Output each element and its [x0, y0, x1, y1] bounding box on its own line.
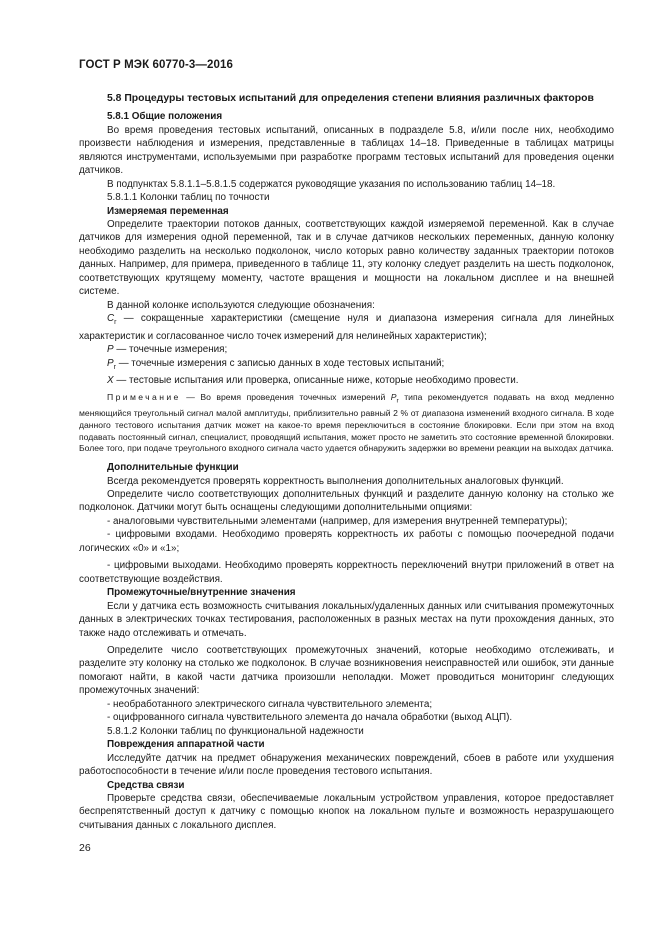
symbol-sub: r [396, 398, 399, 406]
note-text: типа рекомендуется подавать на вход медленно меняющийся треугольный сигнал малой амплитуды, приблизительно равный 2 % от диапазона изменений входного сигнала. В ходе данного тестового испытания датчик может на какое-то время переключиться в состояние блокировки. Если при этом на вход подавать постоянный сигнал, специалист, проводящий испытания, может просто не заметить это состояние временной блокировки. Более того, при подаче треугольного входного сигнала часто удается обнаружить задержки во времени реакции на выходах датчика. [79, 392, 615, 454]
subheading-hardware-damage: Повреждения аппаратной части [107, 739, 265, 751]
paragraph: Определите число соответствующих дополнительных функций и разделите данную колонку на столько же подколонок. Датчики могут быть оснащены следующими дополнительными опциями: [79, 489, 614, 514]
clause-heading-accuracy: 5.8.1.1 Колонки таблиц по точности [107, 192, 270, 204]
subheading-communications: Средства связи [107, 779, 185, 791]
section-title: 5.8 Процедуры тестовых испытаний для определения степени влияния различных факторов [107, 93, 594, 104]
symbol-sub: r [114, 319, 117, 327]
definition-text: — точечные измерения с записью данных в ходе тестовых испытаний; [118, 357, 445, 369]
list-item: - цифровыми выходами. Необходимо проверять корректность переключений внутри приложений в ответ на соответствующие воздействия. [79, 560, 614, 585]
symbol-c: C [107, 313, 115, 325]
subheading-intermediate-values: Промежуточные/внутренние значения [107, 587, 296, 599]
paragraph: Проверьте средства связи, обеспечиваемые локальным устройством управления, которое предоставляет беспрепятственный доступ к датчику с помощью кнопок на локальном пульте и возможность неразрушающего считывания данных с локального дисплея. [79, 792, 614, 831]
list-item: - аналоговыми чувствительными элементами (например, для измерения внутренней температуры); [107, 515, 568, 527]
definition-text: — сокращенные характеристики (смещение нуля и диапазона измерения сигнала для линейных характеристик и согласованное число точек измерений для нелинейных характеристик); [79, 313, 614, 342]
list-item: - необработанного электрического сигнала чувствительного элемента; [107, 698, 433, 710]
note [79, 392, 614, 455]
note-label: Примечание [107, 392, 181, 403]
symbol-p: P [107, 357, 114, 369]
clause-heading-reliability: 5.8.1.2 Колонки таблиц по функциональной надежности [107, 725, 364, 737]
paragraph: Исследуйте датчик на предмет обнаружения механических повреждений, сбоев в работе или ухудшения работоспособности в течение и/или после проведения тестового испытания. [79, 752, 614, 778]
definition-p [79, 343, 614, 356]
definition-text: — точечные измерения; [116, 344, 228, 356]
symbol-sub: r [113, 363, 116, 371]
list-item: - оцифрованного сигнала чувствительного элемента до начала обработки (выход АЦП). [107, 712, 513, 724]
definition-text: — тестовые испытания или проверка, описанные ниже, которые необходимо провести. [116, 374, 519, 386]
list-item: - цифровыми входами. Необходимо проверять корректность их работы с помощью поочередной подачи логических «0» и «1»; [79, 529, 614, 554]
paragraph: Определите число соответствующих промежуточных значений, которые необходимо отслеживать, и разделите эту колонку на столько же подколонок. В случае возникновения неисправностей или ошибок, эти данные помогают найти, в какой части датчика произошли неполадки. Может проводиться мониторинг следующих промежуточных значений: [79, 645, 614, 697]
paragraph: В подпунктах 5.8.1.1–5.8.1.5 содержатся руководящие указания по использованию таблиц 14–18. [107, 178, 556, 190]
definition-cr [79, 312, 614, 343]
subheading-measured-variable: Измеряемая переменная [107, 205, 229, 217]
note-text: — Во время проведения точечных измерений [186, 392, 386, 403]
symbol-p: P [107, 344, 114, 356]
symbol-p: P [390, 392, 397, 403]
page-content [79, 92, 614, 832]
subsection-heading-general: 5.8.1 Общие положения [107, 111, 223, 123]
page-number: 26 [79, 842, 91, 854]
paragraph: Всегда рекомендуется проверять корректность выполнения дополнительных аналоговых функций. [107, 475, 564, 487]
subheading-additional-functions: Дополнительные функции [107, 462, 239, 474]
definition-x [79, 374, 614, 387]
paragraph: Во время проведения тестовых испытаний, описанных в подразделе 5.8, и/или после них, необходимо произвести наблюдения и измерения, представленные в таблицах 14–18. Приведенные в таблицах матрицы являются инструментами, используемыми при разработке программ тестовых испытаний для проведения оценки датчиков. [79, 124, 614, 177]
definition-pr [79, 357, 614, 374]
paragraph: В данной колонке используются следующие обозначения: [107, 299, 375, 311]
paragraph: Если у датчика есть возможность считывания локальных/удаленных данных или считывания промежуточных данных в электрических точках тестирования, расположенных в разных местах на пути прохождения данных, это также надо отслеживать и отмечать. [79, 600, 614, 639]
page-header: ГОСТ Р МЭК 60770-3—2016 [79, 59, 233, 71]
symbol-x: X [107, 374, 114, 386]
paragraph: Определите траектории потоков данных, соответствующих каждой измеряемой переменной. Как в случае датчиков для измерения одной переменной, так и в случае датчиков нескольких переменных, данную колонку необходимо разделить на несколько подколонок, число которых равно количеству заданных траектории потоков данных. Например, для примера, приведенного в таблице 11, эту колонку следует разделить на шесть подколонок, соответствующих крутящему моменту, частоте вращения и мощности на локальном дисплее и на внешней системе. [79, 219, 614, 298]
